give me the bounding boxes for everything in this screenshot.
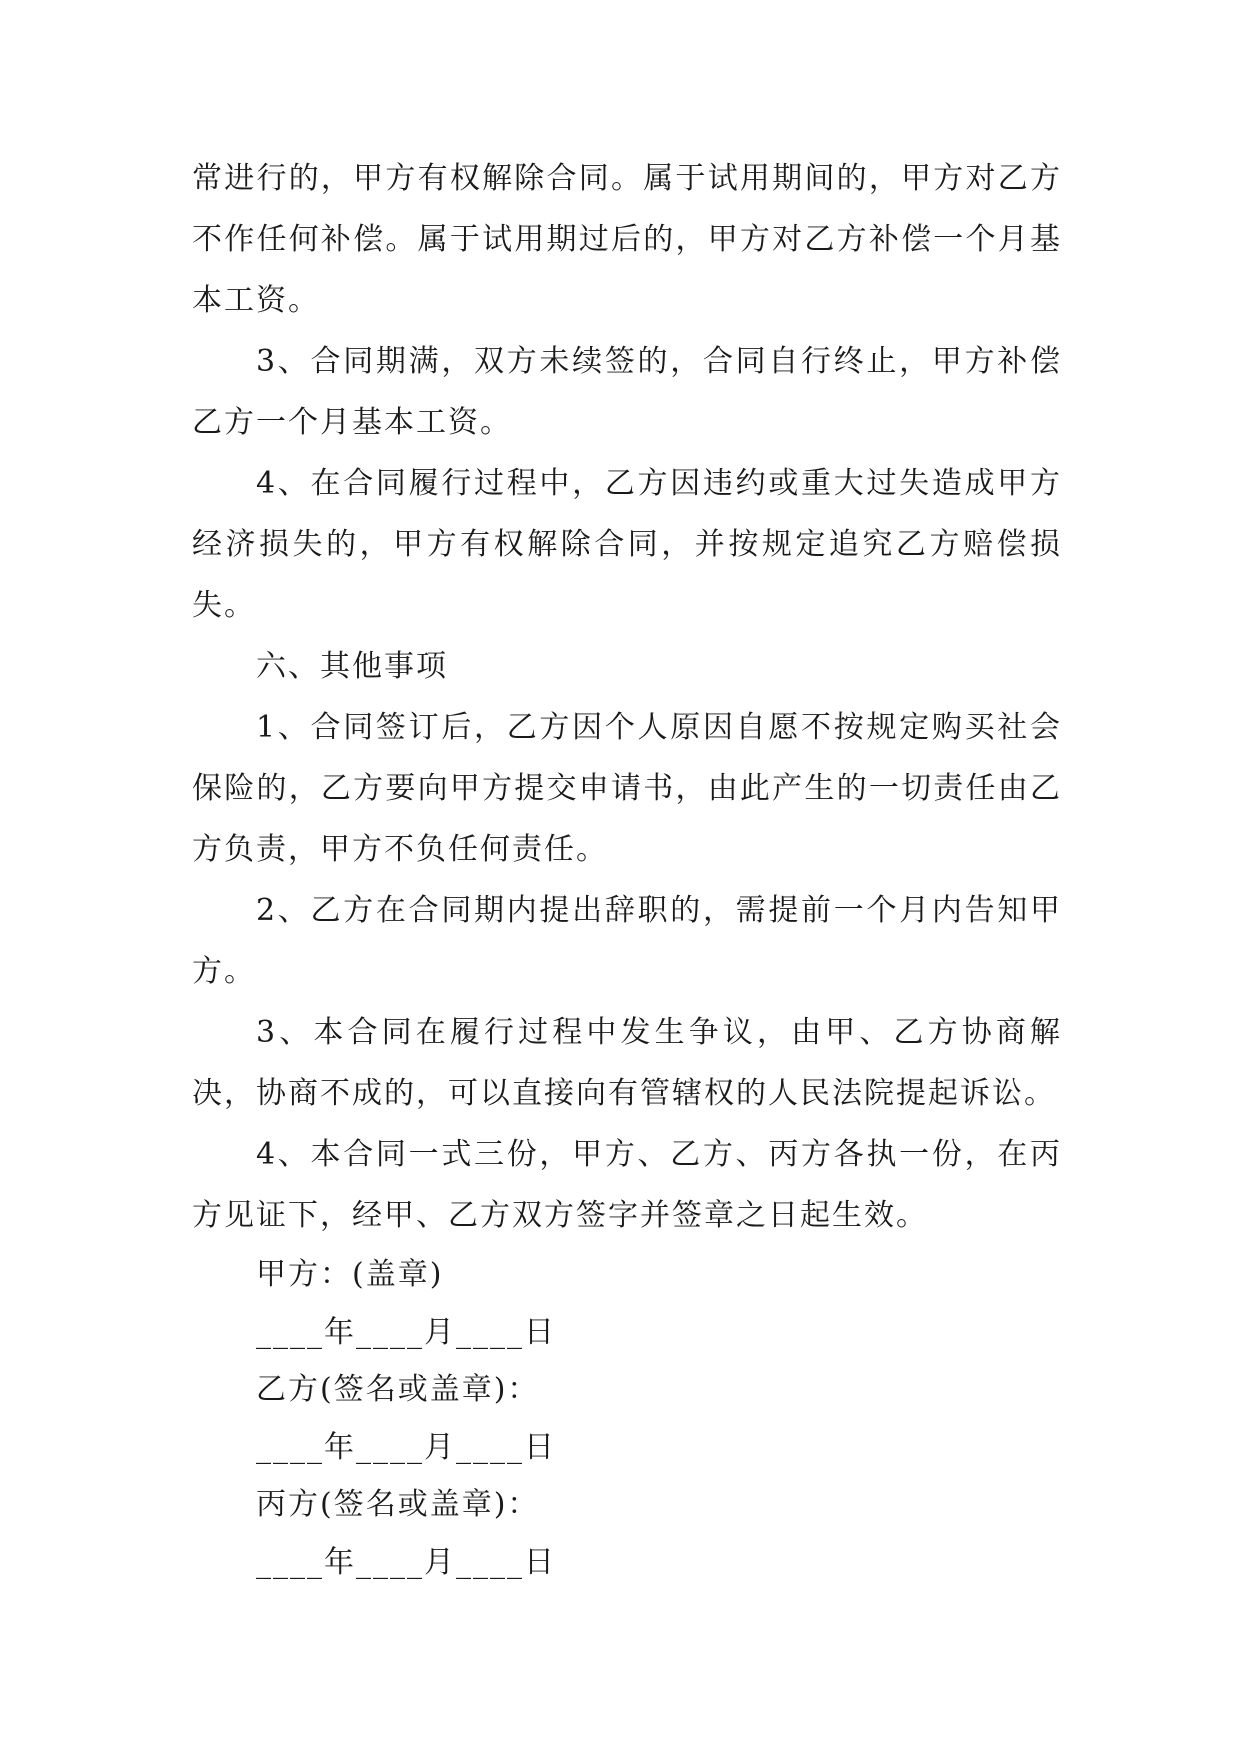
section-heading-other-matters: 六、其他事项 [256,649,448,684]
paragraph-social-insurance: 1、合同签订后，乙方因个人原因自愿不按规定购买社会保险的，乙方要向甲方提交申请书，由此产生的一切责任由乙方负责，甲方不负任何责任。 [192,710,1062,867]
signature-block [192,1246,1062,1591]
paragraph-breach-liability: 4、在合同履行过程中，乙方因违约或重大过失造成甲方经济损失的，甲方有权解除合同，并按规定追究乙方赔偿损失。 [192,466,1062,623]
signature-date-party-b: ____年____月____日 [256,1429,556,1465]
signature-date-party-c: ____年____月____日 [256,1544,556,1580]
signature-label-party-c: 丙方(签名或盖章)： [256,1487,540,1522]
signature-label-party-b: 乙方(签名或盖章)： [256,1372,540,1407]
paragraph-termination-compensation: 常进行的，甲方有权解除合同。属于试用期间的，甲方对乙方不作任何补偿。属于试用期过后的，甲方对乙方补偿一个月基本工资。 [192,161,1062,318]
signature-date-party-a: ____年____月____日 [256,1314,556,1350]
signature-label-party-a: 甲方：(盖章) [256,1257,444,1292]
paragraph-contract-expiry: 3、合同期满，双方未续签的，合同自行终止，甲方补偿乙方一个月基本工资。 [192,344,1062,440]
paragraph-copies-effective: 4、本合同一式三份，甲方、乙方、丙方各执一份，在丙方见证下，经甲、乙方双方签字并签章之日起生效。 [192,1137,1062,1233]
paragraph-resignation: 2、乙方在合同期内提出辞职的，需提前一个月内告知甲方。 [192,893,1062,989]
contract-page [192,148,1062,1591]
paragraph-dispute-resolution: 3、本合同在履行过程中发生争议，由甲、乙方协商解决，协商不成的，可以直接向有管辖权的人民法院提起诉讼。 [192,1015,1062,1111]
